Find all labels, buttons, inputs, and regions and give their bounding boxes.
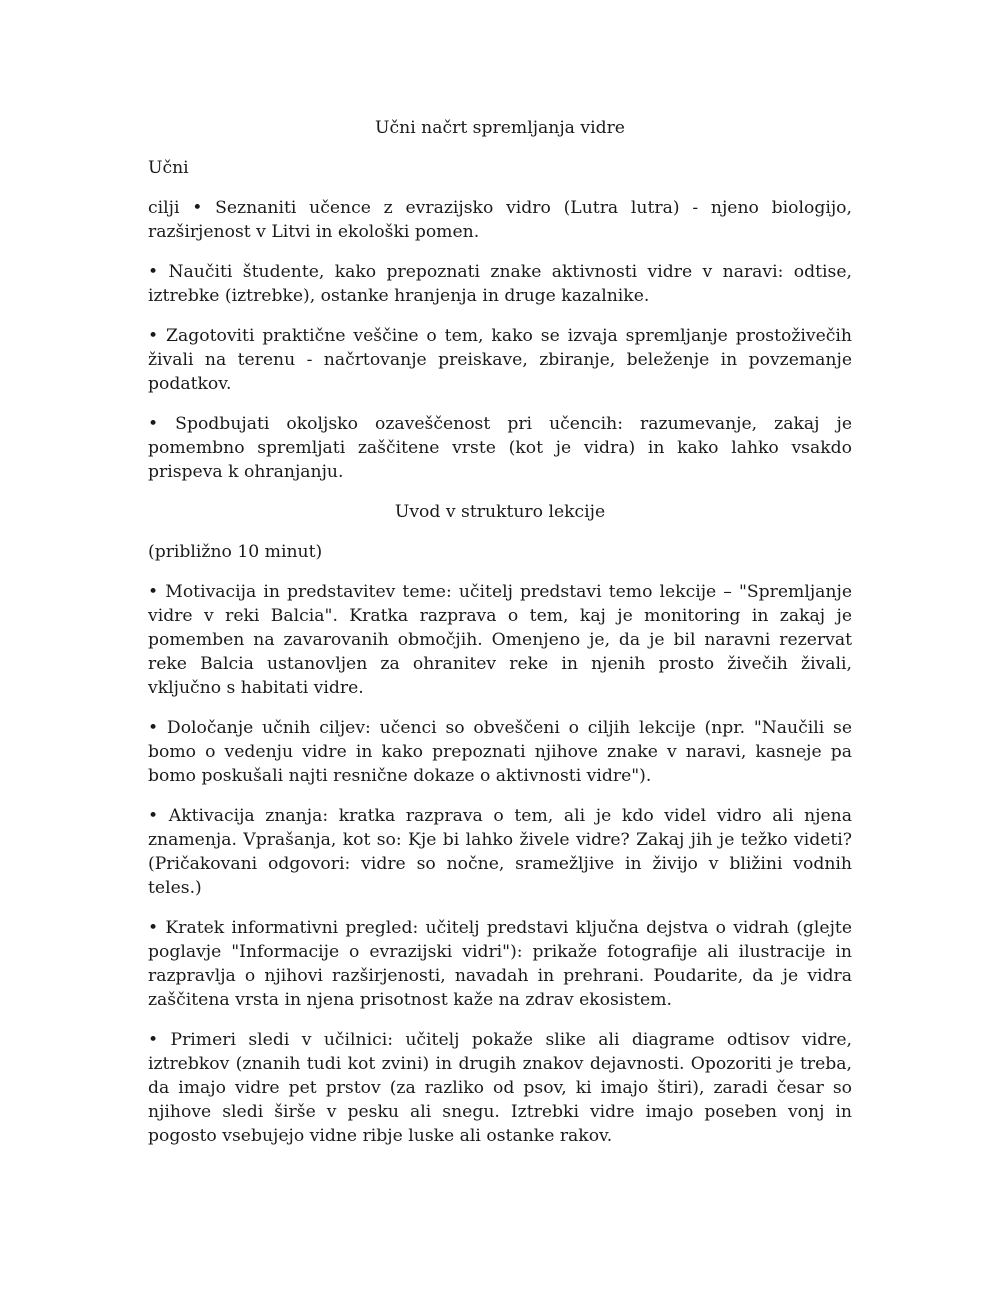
goal-paragraph: cilji • Seznaniti učence z evrazijsko vidro (Lutra lutra) - njeno biologijo, razširjenost v Litvi in ekološki pomen. <box>148 198 852 242</box>
document-title: Učni načrt spremljanja vidre <box>375 118 625 138</box>
goal-paragraph: • Zagotoviti praktične veščine o tem, kako se izvaja spremljanje prostoživečih živali na terenu - načrtovanje preiskave, zbiranje, beleženje in povzemanje podatkov. <box>148 326 852 394</box>
intro-paragraph: • Kratek informativni pregled: učitelj predstavi ključna dejstva o vidrah (glejte poglavje "Informacije o evrazijski vidri"): prikaže fotografije ali ilustracije in razpravlja o njihovi razširjenosti, navadah in prehrani. Poudarite, da je vidra zaščitena vrsta in njena prisotnost kaže na zdrav ekosistem. <box>148 918 852 1010</box>
goal-paragraph: • Spodbujati okoljsko ozaveščenost pri učencih: razumevanje, zakaj je pomembno spremljati zaščitene vrste (kot je vidra) in kako lahko vsakdo prispeva k ohranjanju. <box>148 414 852 482</box>
goal-paragraph: • Naučiti študente, kako prepoznati znake aktivnosti vidre v naravi: odtise, iztrebke (iztrebke), ostanke hranjenja in druge kazalnike. <box>148 262 852 306</box>
intro-paragraph: • Aktivacija znanja: kratka razprava o tem, ali je kdo videl vidro ali njena znamenja. Vprašanja, kot so: Kje bi lahko živele vidre? Zakaj jih je težko videti? (Pričakovani odgovori: vidre so nočne, sramežljive in živijo v bližini vodnih teles.) <box>148 806 852 898</box>
duration-note: (približno 10 minut) <box>148 542 323 562</box>
document-page <box>148 116 852 1148</box>
intro-paragraph: • Primeri sledi v učilnici: učitelj pokaže slike ali diagrame odtisov vidre, iztrebkov (znanih tudi kot zvini) in drugih znakov dejavnosti. Opozoriti je treba, da imajo vidre pet prstov (za razliko od psov, ki imajo štiri), zaradi česar so njihove sledi širše v pesku ali snegu. Iztrebki vidre imajo poseben vonj in pogosto vsebujejo vidne ribje luske ali ostanke rakov. <box>148 1030 852 1146</box>
section-title: Uvod v strukturo lekcije <box>394 502 606 522</box>
intro-paragraph: • Določanje učnih ciljev: učenci so obveščeni o ciljih lekcije (npr. "Naučili se bomo o vedenju vidre in kako prepoznati njihove znake v naravi, kasneje pa bomo poskušali najti resnične dokaze o aktivnosti vidre"). <box>148 718 852 786</box>
learning-label: Učni <box>148 158 189 178</box>
intro-paragraph: • Motivacija in predstavitev teme: učitelj predstavi temo lekcije – "Spremljanje vidre v reki Balcia". Kratka razprava o tem, kaj je monitoring in zakaj je pomemben na zavarovanih območjih. Omenjeno je, da je bil naravni rezervat reke Balcia ustanovljen za ohranitev reke in njenih prosto živečih živali, vključno s habitati vidre. <box>148 582 852 698</box>
